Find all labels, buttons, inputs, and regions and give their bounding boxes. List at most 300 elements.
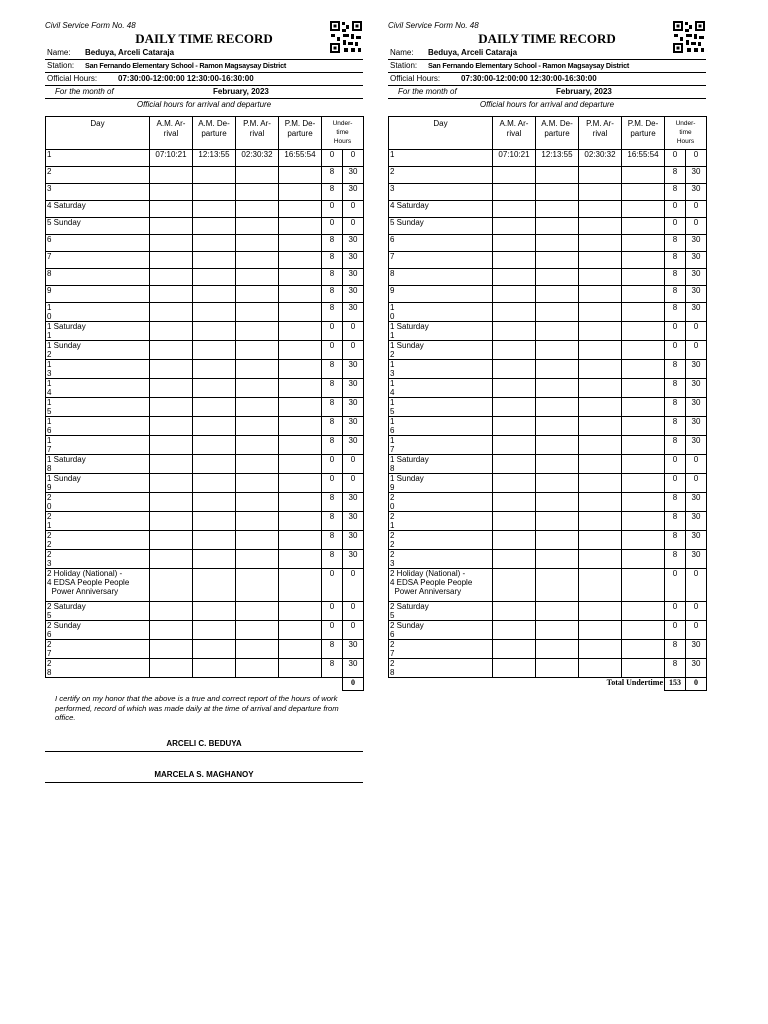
header-undertime: Under- time Hours: [665, 117, 707, 150]
pm-departure-cell: [279, 218, 322, 235]
day-cell: 1 Sunday 2: [46, 341, 150, 360]
table-row: [46, 341, 364, 360]
table-row: [46, 493, 364, 512]
day-cell: 2 1: [389, 512, 493, 531]
undertime-minutes-cell: 30: [343, 167, 364, 184]
undertime-hours-cell: 0: [665, 455, 686, 474]
pm-arrival-cell: [579, 550, 622, 569]
undertime-hours-cell: 8: [665, 550, 686, 569]
header-day: Day: [389, 117, 493, 150]
am-arrival-cell: [150, 621, 193, 640]
pm-departure-cell: [622, 436, 665, 455]
am-departure-cell: [193, 455, 236, 474]
day-cell: 2 Sunday 6: [389, 621, 493, 640]
pm-departure-cell: [622, 474, 665, 493]
employee-name: Beduya, Arceli Cataraja: [428, 48, 518, 57]
table-row: [389, 252, 707, 269]
am-arrival-cell: [493, 531, 536, 550]
undertime-hours-cell: 0: [322, 150, 343, 167]
pm-departure-cell: [279, 493, 322, 512]
pm-arrival-cell: [579, 360, 622, 379]
certification-text: I certify on my honor that the above is a true and correct report of the hours of work performed, record of which was made daily at the time of arrival and departure from office.: [55, 694, 339, 722]
day-cell: 2 Holiday (National) - 4 EDSA People People Power Anniversary: [46, 569, 150, 602]
day-cell: 2 3: [46, 550, 150, 569]
pm-departure-cell: [279, 640, 322, 659]
am-arrival-cell: [150, 286, 193, 303]
undertime-minutes-cell: 0: [343, 455, 364, 474]
am-arrival-cell: [493, 379, 536, 398]
am-arrival-cell: [150, 252, 193, 269]
pm-departure-cell: [279, 286, 322, 303]
pm-arrival-cell: [236, 531, 279, 550]
table-row: [46, 360, 364, 379]
table-row: [46, 455, 364, 474]
station-value: San Fernando Elementary School - Ramon Magsaysay District: [85, 61, 287, 70]
table-row: [389, 303, 707, 322]
pm-departure-cell: [622, 602, 665, 621]
table-row: [389, 235, 707, 252]
am-arrival-cell: [150, 659, 193, 678]
undertime-hours-cell: 0: [665, 150, 686, 167]
pm-departure-cell: [279, 360, 322, 379]
table-row: [389, 167, 707, 184]
undertime-hours-cell: 8: [665, 417, 686, 436]
table-row: [389, 493, 707, 512]
undertime-minutes-cell: 30: [686, 512, 707, 531]
pm-arrival-cell: [579, 167, 622, 184]
undertime-hours-cell: 8: [665, 269, 686, 286]
pm-arrival-cell: [579, 474, 622, 493]
official-hours-row: [45, 73, 363, 86]
table-row: [46, 252, 364, 269]
pm-arrival-cell: [579, 398, 622, 417]
pm-arrival-cell: [236, 286, 279, 303]
undertime-minutes-cell: 0: [343, 569, 364, 602]
dtr-form-right: [388, 20, 706, 691]
undertime-hours-cell: 8: [322, 184, 343, 201]
pm-arrival-cell: [236, 398, 279, 417]
undertime-minutes-cell: 30: [343, 235, 364, 252]
am-departure-cell: [536, 493, 579, 512]
am-departure-cell: [536, 512, 579, 531]
am-arrival-cell: [150, 512, 193, 531]
pm-departure-cell: [622, 303, 665, 322]
undertime-hours-cell: 0: [322, 218, 343, 235]
pm-arrival-cell: [579, 303, 622, 322]
undertime-hours-cell: 0: [322, 602, 343, 621]
pm-departure-cell: [622, 417, 665, 436]
day-cell: 1 Saturday 8: [389, 455, 493, 474]
am-arrival-cell: [150, 417, 193, 436]
pm-departure-cell: [622, 218, 665, 235]
undertime-minutes-cell: 30: [686, 436, 707, 455]
pm-arrival-cell: [236, 184, 279, 201]
am-departure-cell: [536, 252, 579, 269]
undertime-minutes-cell: 30: [343, 184, 364, 201]
day-cell: 2 Sunday 6: [46, 621, 150, 640]
undertime-minutes-cell: 0: [686, 201, 707, 218]
undertime-hours-cell: 0: [322, 201, 343, 218]
pm-departure-cell: [622, 455, 665, 474]
undertime-minutes-cell: 30: [686, 167, 707, 184]
header-pm-arrival: P.M. Ar- rival: [579, 117, 622, 150]
table-row: [46, 531, 364, 550]
pm-arrival-cell: [579, 621, 622, 640]
am-arrival-cell: 07:10:21: [150, 150, 193, 167]
official-hours-label: Official Hours:: [47, 74, 98, 83]
am-departure-cell: [536, 379, 579, 398]
am-arrival-cell: [150, 640, 193, 659]
pm-arrival-cell: [579, 512, 622, 531]
header-day: Day: [46, 117, 150, 150]
pm-arrival-cell: 02:30:32: [579, 150, 622, 167]
undertime-minutes-cell: 0: [686, 150, 707, 167]
total-undertime-minutes: 0: [686, 678, 707, 691]
undertime-hours-cell: 8: [665, 252, 686, 269]
pm-departure-cell: [279, 201, 322, 218]
day-cell: 1 3: [46, 360, 150, 379]
table-row: [389, 474, 707, 493]
undertime-minutes-cell: 30: [343, 512, 364, 531]
am-departure-cell: [536, 417, 579, 436]
day-cell: 1 4: [46, 379, 150, 398]
am-arrival-cell: [493, 322, 536, 341]
am-departure-cell: [536, 398, 579, 417]
day-cell: 2 Saturday 5: [46, 602, 150, 621]
day-cell: 1 Saturday 8: [46, 455, 150, 474]
pm-departure-cell: [622, 269, 665, 286]
official-hours-value: 07:30:00-12:00:00 12:30:00-16:30:00: [461, 74, 597, 83]
am-departure-cell: [536, 286, 579, 303]
day-cell: 2 8: [389, 659, 493, 678]
pm-arrival-cell: [236, 167, 279, 184]
am-arrival-cell: [150, 218, 193, 235]
undertime-minutes-cell: 30: [686, 286, 707, 303]
undertime-minutes-cell: 30: [343, 640, 364, 659]
am-arrival-cell: [493, 602, 536, 621]
table-row: [389, 184, 707, 201]
am-departure-cell: [193, 621, 236, 640]
am-departure-cell: 12:13:55: [536, 150, 579, 167]
am-arrival-cell: [150, 235, 193, 252]
dtr-form-left: [45, 20, 363, 783]
table-row: [389, 322, 707, 341]
am-arrival-cell: [150, 184, 193, 201]
day-cell: 5 Sunday: [46, 218, 150, 235]
am-departure-cell: [536, 455, 579, 474]
undertime-minutes-cell: 30: [686, 252, 707, 269]
pm-arrival-cell: [236, 474, 279, 493]
month-label: For the month of: [398, 87, 457, 96]
table-row: [389, 531, 707, 550]
am-arrival-cell: [493, 640, 536, 659]
table-row: [389, 379, 707, 398]
am-arrival-cell: [493, 474, 536, 493]
pm-departure-cell: [622, 360, 665, 379]
left-total-row: [46, 678, 364, 691]
undertime-hours-cell: 8: [322, 167, 343, 184]
pm-departure-cell: [279, 455, 322, 474]
day-cell: 1 7: [389, 436, 493, 455]
pm-arrival-cell: [236, 621, 279, 640]
undertime-minutes-cell: 0: [686, 341, 707, 360]
pm-arrival-cell: [236, 550, 279, 569]
pm-departure-cell: [622, 659, 665, 678]
day-cell: 2 0: [46, 493, 150, 512]
am-departure-cell: [193, 218, 236, 235]
day-cell: 8: [46, 269, 150, 286]
am-arrival-cell: [150, 167, 193, 184]
day-cell: 1 6: [389, 417, 493, 436]
am-arrival-cell: [493, 201, 536, 218]
undertime-hours-cell: 8: [322, 531, 343, 550]
am-departure-cell: [536, 269, 579, 286]
undertime-hours-cell: 0: [322, 569, 343, 602]
header-am-departure: A.M. De- parture: [193, 117, 236, 150]
am-departure-cell: [193, 184, 236, 201]
time-record-table: [45, 116, 364, 691]
am-arrival-cell: [493, 512, 536, 531]
am-arrival-cell: [493, 360, 536, 379]
undertime-hours-cell: 8: [322, 379, 343, 398]
header-pm-departure: P.M. De- parture: [279, 117, 322, 150]
pm-departure-cell: [279, 659, 322, 678]
am-arrival-cell: [493, 493, 536, 512]
am-departure-cell: [536, 341, 579, 360]
undertime-minutes-cell: 0: [686, 569, 707, 602]
pm-arrival-cell: [236, 218, 279, 235]
am-arrival-cell: [150, 493, 193, 512]
undertime-hours-cell: 8: [665, 531, 686, 550]
undertime-minutes-cell: 0: [343, 474, 364, 493]
table-row: [46, 398, 364, 417]
undertime-hours-cell: 8: [322, 252, 343, 269]
undertime-minutes-cell: 30: [343, 493, 364, 512]
pm-departure-cell: [279, 322, 322, 341]
name-row: [45, 47, 363, 60]
day-cell: 3: [389, 184, 493, 201]
pm-arrival-cell: [236, 360, 279, 379]
table-row: [389, 286, 707, 303]
undertime-minutes-cell: 0: [343, 322, 364, 341]
table-row: [46, 512, 364, 531]
am-arrival-cell: [493, 455, 536, 474]
pm-departure-cell: [622, 235, 665, 252]
official-hours-value: 07:30:00-12:00:00 12:30:00-16:30:00: [118, 74, 254, 83]
am-departure-cell: [193, 201, 236, 218]
undertime-hours-cell: 8: [322, 303, 343, 322]
day-cell: 2: [46, 167, 150, 184]
undertime-minutes-cell: 30: [343, 269, 364, 286]
am-departure-cell: [536, 602, 579, 621]
am-departure-cell: [193, 303, 236, 322]
table-row: [389, 218, 707, 235]
name-label: Name:: [47, 48, 71, 57]
table-row: [389, 201, 707, 218]
am-departure-cell: [193, 341, 236, 360]
am-departure-cell: [193, 417, 236, 436]
day-cell: 1: [46, 150, 150, 167]
pm-arrival-cell: [236, 341, 279, 360]
day-cell: 4 Saturday: [389, 201, 493, 218]
pm-arrival-cell: [236, 512, 279, 531]
pm-arrival-cell: [236, 436, 279, 455]
undertime-hours-cell: 8: [322, 512, 343, 531]
undertime-hours-cell: 8: [322, 640, 343, 659]
official-hours-note: Official hours for arrival and departure: [136, 100, 272, 109]
undertime-hours-cell: 8: [322, 417, 343, 436]
am-arrival-cell: [493, 167, 536, 184]
left-total-minutes: 0: [343, 678, 364, 691]
day-cell: 7: [46, 252, 150, 269]
undertime-hours-cell: 0: [665, 218, 686, 235]
day-cell: 7: [389, 252, 493, 269]
undertime-hours-cell: 8: [665, 436, 686, 455]
pm-departure-cell: [279, 269, 322, 286]
table-row: [389, 512, 707, 531]
undertime-hours-cell: 8: [665, 360, 686, 379]
official-hours-row: [388, 73, 706, 86]
pm-departure-cell: [279, 252, 322, 269]
day-cell: 1 6: [46, 417, 150, 436]
table-row: [389, 659, 707, 678]
official-hours-label: Official Hours:: [390, 74, 441, 83]
pm-arrival-cell: [579, 417, 622, 436]
am-departure-cell: [536, 659, 579, 678]
day-cell: 9: [46, 286, 150, 303]
undertime-minutes-cell: 30: [343, 398, 364, 417]
pm-arrival-cell: [236, 269, 279, 286]
table-row: [46, 167, 364, 184]
undertime-hours-cell: 0: [665, 341, 686, 360]
table-row: [46, 201, 364, 218]
pm-departure-cell: 16:55:54: [279, 150, 322, 167]
day-cell: 1 5: [389, 398, 493, 417]
undertime-minutes-cell: 30: [686, 398, 707, 417]
am-arrival-cell: [150, 269, 193, 286]
table-row: [46, 602, 364, 621]
table-row: [389, 341, 707, 360]
table-row: [46, 218, 364, 235]
undertime-minutes-cell: 30: [686, 550, 707, 569]
pm-arrival-cell: [236, 659, 279, 678]
am-departure-cell: [193, 360, 236, 379]
day-cell: 2 3: [389, 550, 493, 569]
pm-arrival-cell: [579, 322, 622, 341]
undertime-hours-cell: 8: [665, 379, 686, 398]
table-row: [46, 640, 364, 659]
pm-arrival-cell: [579, 436, 622, 455]
table-row: [46, 569, 364, 602]
undertime-hours-cell: 8: [322, 398, 343, 417]
day-cell: 2 7: [46, 640, 150, 659]
right-total-row: [389, 678, 707, 691]
day-cell: 2 7: [389, 640, 493, 659]
undertime-hours-cell: 0: [665, 621, 686, 640]
am-arrival-cell: [150, 398, 193, 417]
undertime-hours-cell: 0: [322, 621, 343, 640]
pm-arrival-cell: [579, 659, 622, 678]
am-arrival-cell: [493, 417, 536, 436]
table-row: [46, 659, 364, 678]
table-header-row: [389, 117, 707, 150]
pm-arrival-cell: [236, 569, 279, 602]
month-row: [388, 86, 706, 99]
am-arrival-cell: [150, 303, 193, 322]
pm-departure-cell: [279, 235, 322, 252]
am-departure-cell: [536, 360, 579, 379]
undertime-minutes-cell: 30: [686, 417, 707, 436]
pm-arrival-cell: [579, 379, 622, 398]
am-departure-cell: [193, 322, 236, 341]
undertime-minutes-cell: 0: [343, 201, 364, 218]
am-departure-cell: [193, 640, 236, 659]
undertime-minutes-cell: 0: [343, 602, 364, 621]
time-record-table: [388, 116, 707, 691]
pm-arrival-cell: [236, 201, 279, 218]
pm-departure-cell: [279, 303, 322, 322]
pm-arrival-cell: [579, 235, 622, 252]
header-am-departure: A.M. De- parture: [536, 117, 579, 150]
am-departure-cell: [536, 436, 579, 455]
table-row: [389, 640, 707, 659]
table-row: [46, 436, 364, 455]
undertime-minutes-cell: 30: [686, 235, 707, 252]
undertime-minutes-cell: 30: [343, 286, 364, 303]
undertime-minutes-cell: 30: [343, 659, 364, 678]
am-arrival-cell: [493, 184, 536, 201]
undertime-minutes-cell: 30: [686, 531, 707, 550]
pm-arrival-cell: [579, 201, 622, 218]
pm-departure-cell: [279, 512, 322, 531]
pm-arrival-cell: [236, 417, 279, 436]
undertime-hours-cell: 0: [665, 474, 686, 493]
table-row: [46, 621, 364, 640]
undertime-hours-cell: 0: [322, 474, 343, 493]
pm-departure-cell: [622, 379, 665, 398]
undertime-minutes-cell: 30: [686, 659, 707, 678]
table-row: [389, 417, 707, 436]
table-row: [389, 602, 707, 621]
am-departure-cell: [536, 303, 579, 322]
pm-departure-cell: [622, 322, 665, 341]
day-cell: 1 0: [46, 303, 150, 322]
table-row: [389, 436, 707, 455]
undertime-hours-cell: 0: [665, 201, 686, 218]
table-row: [46, 303, 364, 322]
day-cell: 1 Sunday 9: [389, 474, 493, 493]
undertime-minutes-cell: 30: [686, 184, 707, 201]
pm-departure-cell: [279, 602, 322, 621]
pm-departure-cell: [622, 201, 665, 218]
day-cell: 1 7: [46, 436, 150, 455]
station-value: San Fernando Elementary School - Ramon Magsaysay District: [428, 61, 630, 70]
pm-departure-cell: [622, 493, 665, 512]
am-arrival-cell: [493, 235, 536, 252]
pm-arrival-cell: [236, 252, 279, 269]
form-number: Civil Service Form No. 48: [388, 21, 479, 30]
undertime-minutes-cell: 30: [343, 360, 364, 379]
day-cell: 6: [389, 235, 493, 252]
header-undertime: Under- time Hours: [322, 117, 364, 150]
am-departure-cell: [536, 550, 579, 569]
pm-arrival-cell: 02:30:32: [236, 150, 279, 167]
am-arrival-cell: [493, 286, 536, 303]
pm-departure-cell: [279, 398, 322, 417]
undertime-hours-cell: 8: [665, 167, 686, 184]
day-cell: 6: [46, 235, 150, 252]
pm-departure-cell: [622, 286, 665, 303]
